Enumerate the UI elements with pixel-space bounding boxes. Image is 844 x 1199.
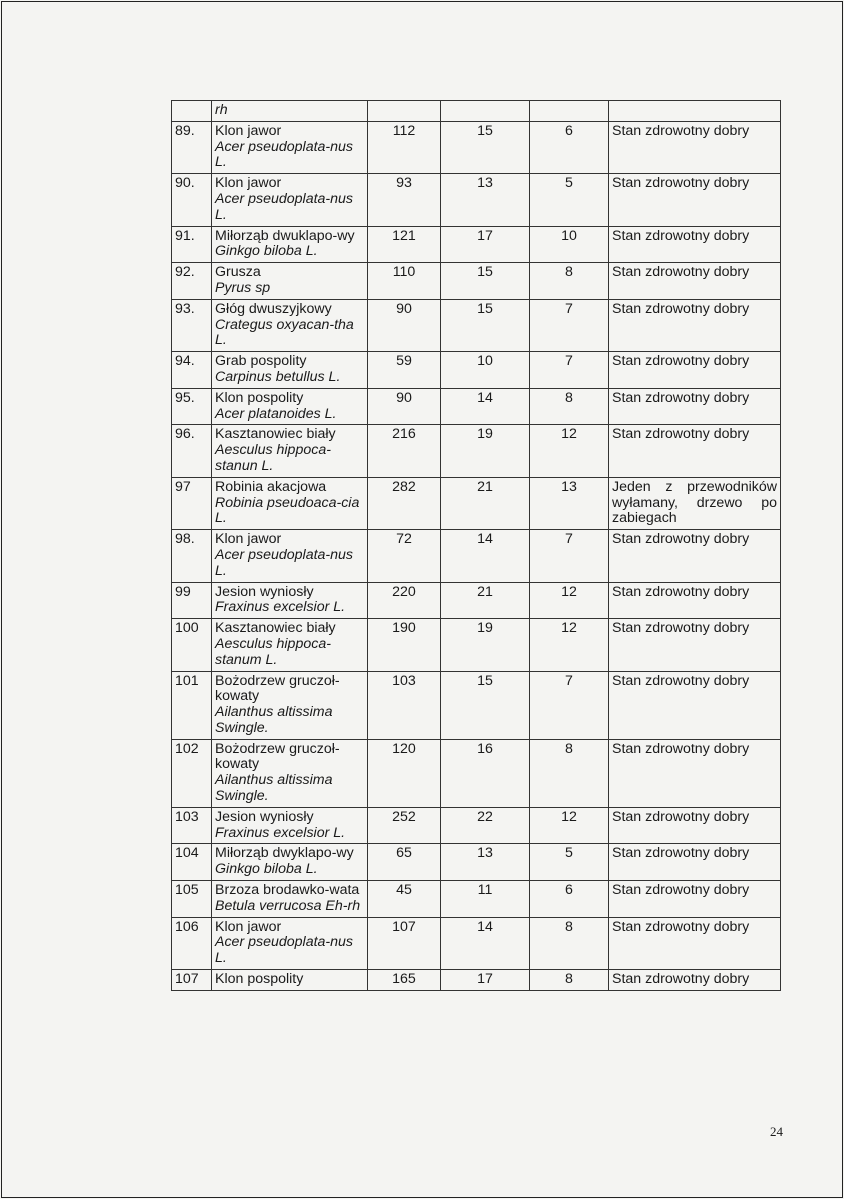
- measurement-b-cell: 15: [441, 299, 530, 351]
- table-row: [172, 425, 781, 477]
- measurement-a-cell: 220: [368, 582, 441, 619]
- common-name: Klon jawor: [215, 918, 282, 935]
- species-name-cell: [212, 299, 368, 351]
- common-name: Brzoza brodawko-wata: [215, 882, 360, 899]
- common-name: Miłorząb dwyklapo-wy: [215, 845, 354, 862]
- species-name-cell: [212, 425, 368, 477]
- measurement-c-cell: 7: [530, 671, 609, 739]
- table-row: [172, 299, 781, 351]
- measurement-a-cell: 103: [368, 671, 441, 739]
- health-state-cell: Stan zdrowotny dobry: [609, 844, 781, 881]
- latin-name: Ailanthus altissima Swingle.: [215, 772, 333, 805]
- measurement-b-cell: 15: [441, 121, 530, 173]
- species-name-cell: [212, 844, 368, 881]
- species-name-cell: [212, 530, 368, 582]
- common-name: Kasztanowiec biały: [215, 620, 336, 637]
- common-name: Klon jawor: [215, 122, 282, 139]
- common-name: Klon jawor: [215, 175, 282, 192]
- latin-name: Ginkgo biloba L.: [215, 243, 318, 260]
- health-state-cell: Stan zdrowotny dobry: [609, 352, 781, 389]
- health-state-cell: Stan zdrowotny dobry: [609, 121, 781, 173]
- measurement-a-cell: 72: [368, 530, 441, 582]
- health-state-cell: Stan zdrowotny dobry: [609, 530, 781, 582]
- measurement-b-cell: 17: [441, 226, 530, 263]
- row-number-cell: 107: [172, 970, 212, 991]
- measurement-a-cell: 90: [368, 299, 441, 351]
- measurement-b-cell: 15: [441, 671, 530, 739]
- measurement-b-cell: 15: [441, 263, 530, 300]
- health-state-cell: Stan zdrowotny dobry: [609, 388, 781, 425]
- measurement-b-cell: 21: [441, 477, 530, 529]
- latin-name: Acer pseudoplata-nus L.: [215, 546, 354, 579]
- latin-name: Acer pseudoplata-nus L.: [215, 138, 354, 171]
- latin-name: Robinia pseudoaca-cia L.: [215, 494, 360, 527]
- page-number: 24: [770, 1124, 783, 1139]
- measurement-a-cell: [368, 101, 441, 122]
- measurement-a-cell: 252: [368, 807, 441, 844]
- measurement-c-cell: 7: [530, 530, 609, 582]
- latin-name: Fraxinus excelsior L.: [215, 824, 346, 841]
- latin-name: Fraxinus excelsior L.: [215, 599, 346, 616]
- species-name-cell: [212, 739, 368, 807]
- health-state-cell: Stan zdrowotny dobry: [609, 425, 781, 477]
- measurement-c-cell: 5: [530, 174, 609, 226]
- measurement-c-cell: 8: [530, 970, 609, 991]
- measurement-b-cell: 14: [441, 388, 530, 425]
- table-row: [172, 226, 781, 263]
- row-number-cell: 95.: [172, 388, 212, 425]
- measurement-c-cell: 10: [530, 226, 609, 263]
- measurement-c-cell: 12: [530, 807, 609, 844]
- row-number-cell: 100: [172, 619, 212, 671]
- table-row: [172, 881, 781, 918]
- table-row: [172, 917, 781, 969]
- table-row: [172, 530, 781, 582]
- species-name-cell: [212, 881, 368, 918]
- measurement-b-cell: 19: [441, 619, 530, 671]
- measurement-c-cell: 8: [530, 263, 609, 300]
- measurement-c-cell: 12: [530, 425, 609, 477]
- measurement-c-cell: 12: [530, 582, 609, 619]
- measurement-a-cell: 110: [368, 263, 441, 300]
- measurement-b-cell: 11: [441, 881, 530, 918]
- common-name: Bożodrzew gruczoł-kowaty: [215, 672, 340, 705]
- common-name: Miłorząb dwuklapo-wy: [215, 227, 355, 244]
- measurement-a-cell: 59: [368, 352, 441, 389]
- health-state-cell: Stan zdrowotny dobry: [609, 881, 781, 918]
- health-state-cell: Stan zdrowotny dobry: [609, 671, 781, 739]
- common-name: Bożodrzew gruczoł-kowaty: [215, 740, 340, 773]
- measurement-a-cell: 190: [368, 619, 441, 671]
- health-state-cell: Jeden z przewodników wyłamany, drzewo po zabiegach: [609, 477, 781, 529]
- measurement-a-cell: 121: [368, 226, 441, 263]
- row-number-cell: 103: [172, 807, 212, 844]
- species-name-cell: [212, 101, 368, 122]
- row-number-cell: 89.: [172, 121, 212, 173]
- health-state-cell: Stan zdrowotny dobry: [609, 263, 781, 300]
- measurement-c-cell: 7: [530, 352, 609, 389]
- latin-name: Ginkgo biloba L.: [215, 861, 318, 878]
- table-row: [172, 970, 781, 991]
- measurement-a-cell: 45: [368, 881, 441, 918]
- row-number-cell: 102: [172, 739, 212, 807]
- row-number-cell: 91.: [172, 226, 212, 263]
- row-number-cell: 97: [172, 477, 212, 529]
- common-name: Jesion wyniosły: [215, 808, 314, 825]
- species-name-cell: [212, 477, 368, 529]
- row-number-cell: 98.: [172, 530, 212, 582]
- measurement-c-cell: 13: [530, 477, 609, 529]
- health-state-cell: Stan zdrowotny dobry: [609, 226, 781, 263]
- latin-name: Aesculus hippoca-stanum L.: [215, 635, 331, 668]
- species-name-cell: [212, 619, 368, 671]
- common-name: Głóg dwuszyjkowy: [215, 300, 332, 317]
- measurement-b-cell: 10: [441, 352, 530, 389]
- table-row: [172, 671, 781, 739]
- latin-name: Acer pseudoplata-nus L.: [215, 190, 354, 223]
- species-name-cell: [212, 807, 368, 844]
- measurement-b-cell: 14: [441, 917, 530, 969]
- table-row: [172, 352, 781, 389]
- species-name-cell: [212, 121, 368, 173]
- species-name-cell: [212, 970, 368, 991]
- measurement-b-cell: 22: [441, 807, 530, 844]
- table-row: [172, 619, 781, 671]
- table-body: [172, 101, 781, 991]
- row-number-cell: 92.: [172, 263, 212, 300]
- health-state-cell: [609, 101, 781, 122]
- health-state-cell: Stan zdrowotny dobry: [609, 739, 781, 807]
- row-number-cell: 104: [172, 844, 212, 881]
- species-name-cell: [212, 582, 368, 619]
- table-row: [172, 807, 781, 844]
- measurement-b-cell: 14: [441, 530, 530, 582]
- health-state-cell: Stan zdrowotny dobry: [609, 917, 781, 969]
- latin-name: Aesculus hippoca-stanun L.: [215, 442, 331, 474]
- measurement-a-cell: 112: [368, 121, 441, 173]
- table-row: [172, 582, 781, 619]
- row-number-cell: 90.: [172, 174, 212, 226]
- measurement-c-cell: 5: [530, 844, 609, 881]
- measurement-a-cell: 165: [368, 970, 441, 991]
- health-state-cell: Stan zdrowotny dobry: [609, 970, 781, 991]
- table-row: [172, 101, 781, 122]
- common-name: Jesion wyniosły: [215, 583, 314, 600]
- species-name-cell: [212, 388, 368, 425]
- species-name-cell: [212, 352, 368, 389]
- common-name: Grusza: [215, 264, 261, 281]
- measurement-a-cell: 65: [368, 844, 441, 881]
- measurement-b-cell: 13: [441, 174, 530, 226]
- measurement-c-cell: 8: [530, 739, 609, 807]
- health-state-cell: Stan zdrowotny dobry: [609, 807, 781, 844]
- latin-name: Pyrus sp: [215, 279, 271, 296]
- measurement-a-cell: 90: [368, 388, 441, 425]
- row-number-cell: 96.: [172, 425, 212, 477]
- measurement-c-cell: 7: [530, 299, 609, 351]
- latin-name: Acer platanoides L.: [215, 405, 337, 422]
- measurement-c-cell: 8: [530, 388, 609, 425]
- common-name: Klon pospolity: [215, 389, 304, 406]
- measurement-c-cell: 6: [530, 881, 609, 918]
- latin-name: rh: [215, 102, 228, 118]
- measurement-b-cell: 19: [441, 425, 530, 477]
- health-state-cell: Stan zdrowotny dobry: [609, 174, 781, 226]
- tree-inventory-table: [171, 100, 781, 991]
- common-name: Klon pospolity: [215, 971, 304, 988]
- measurement-b-cell: [441, 101, 530, 122]
- measurement-b-cell: 17: [441, 970, 530, 991]
- common-name: Kasztanowiec biały: [215, 426, 336, 443]
- species-name-cell: [212, 226, 368, 263]
- row-number-cell: 106: [172, 917, 212, 969]
- table-row: [172, 388, 781, 425]
- row-number-cell: [172, 101, 212, 122]
- row-number-cell: 99: [172, 582, 212, 619]
- species-name-cell: [212, 671, 368, 739]
- measurement-c-cell: [530, 101, 609, 122]
- latin-name: Crategus oxyacan-tha L.: [215, 316, 354, 349]
- table-row: [172, 121, 781, 173]
- species-name-cell: [212, 917, 368, 969]
- health-state-cell: Stan zdrowotny dobry: [609, 299, 781, 351]
- measurement-c-cell: 12: [530, 619, 609, 671]
- table-row: [172, 263, 781, 300]
- health-state-cell: Stan zdrowotny dobry: [609, 582, 781, 619]
- measurement-b-cell: 13: [441, 844, 530, 881]
- measurement-a-cell: 216: [368, 425, 441, 477]
- table-row: [172, 844, 781, 881]
- species-name-cell: [212, 263, 368, 300]
- table-row: [172, 174, 781, 226]
- common-name: Robinia akacjowa: [215, 478, 327, 495]
- measurement-c-cell: 8: [530, 917, 609, 969]
- measurement-a-cell: 282: [368, 477, 441, 529]
- measurement-a-cell: 93: [368, 174, 441, 226]
- measurement-b-cell: 21: [441, 582, 530, 619]
- common-name: Klon jawor: [215, 531, 282, 548]
- common-name: Grab pospolity: [215, 353, 307, 370]
- table-row: [172, 477, 781, 529]
- latin-name: Ailanthus altissima Swingle.: [215, 704, 333, 736]
- latin-name: Carpinus betullus L.: [215, 368, 341, 385]
- measurement-b-cell: 16: [441, 739, 530, 807]
- row-number-cell: 101: [172, 671, 212, 739]
- species-name-cell: [212, 174, 368, 226]
- measurement-c-cell: 6: [530, 121, 609, 173]
- measurement-a-cell: 120: [368, 739, 441, 807]
- row-number-cell: 94.: [172, 352, 212, 389]
- row-number-cell: 93.: [172, 299, 212, 351]
- health-state-cell: Stan zdrowotny dobry: [609, 619, 781, 671]
- row-number-cell: 105: [172, 881, 212, 918]
- table-row: [172, 739, 781, 807]
- latin-name: Betula verrucosa Eh-rh: [215, 897, 361, 914]
- latin-name: Acer pseudoplata-nus L.: [215, 934, 354, 967]
- measurement-a-cell: 107: [368, 917, 441, 969]
